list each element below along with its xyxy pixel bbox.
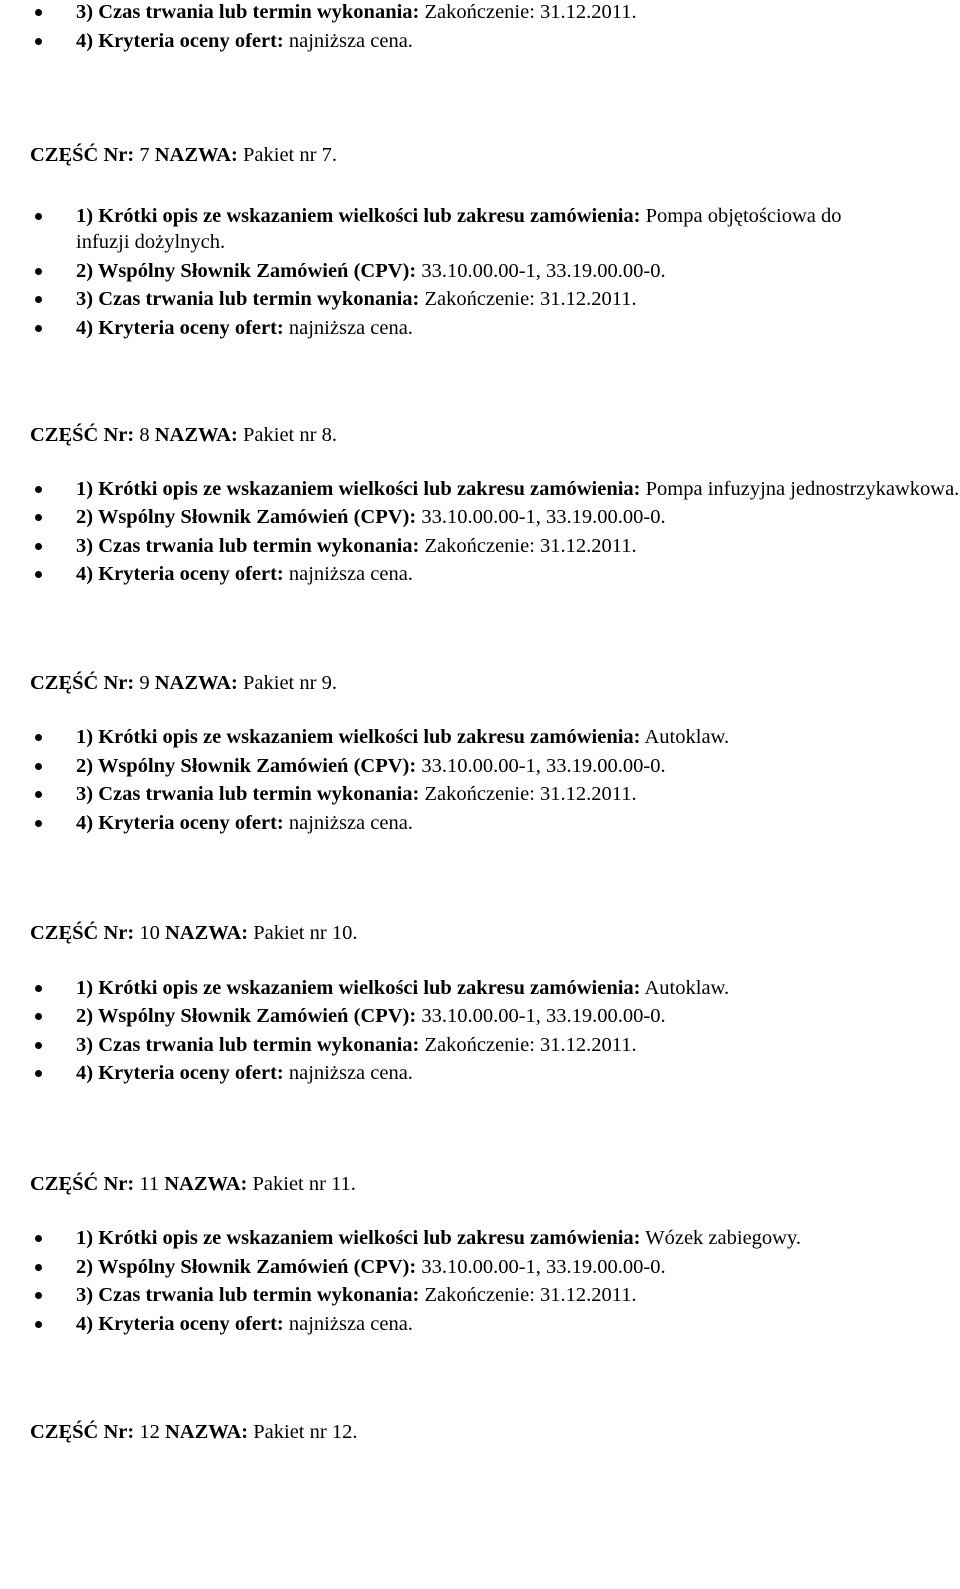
item-label: 3) Czas trwania lub termin wykonania: <box>76 288 420 310</box>
item-label: 1) Krótki opis ze wskazaniem wielkości lub zakresu zamówienia: <box>76 726 641 748</box>
part-items-list <box>0 724 880 836</box>
part-items-list <box>0 203 880 342</box>
bullet-icon <box>35 486 42 493</box>
list-item <box>0 0 880 26</box>
list-item <box>0 1254 880 1281</box>
item-label: 4) Kryteria oceny ofert: <box>76 563 284 585</box>
list-item <box>0 286 880 313</box>
item-value: 33.10.00.00-1, 33.19.00.00-0. <box>421 259 666 282</box>
bullet-icon <box>35 1235 42 1242</box>
bullet-icon <box>35 268 42 275</box>
item-value: Pompa objętościowa do infuzji dożylnych. <box>76 204 842 253</box>
item-value: najniższa cena. <box>288 1312 413 1335</box>
item-label: 2) Wspólny Słownik Zamówień (CPV): <box>76 259 417 282</box>
item-label: 3) Czas trwania lub termin wykonania: <box>76 1033 420 1056</box>
item-label: 2) Wspólny Słownik Zamówień (CPV): <box>76 754 417 777</box>
bullet-icon <box>35 38 42 45</box>
list-item <box>0 476 960 503</box>
list-item <box>0 1060 880 1087</box>
part-heading: CZĘŚĆ Nr: 7 NAZWA: Pakiet nr 7. <box>30 144 337 166</box>
bullet-icon <box>35 734 42 741</box>
item-label: 1) Krótki opis ze wskazaniem wielkości lub zakresu zamówienia: <box>76 204 641 227</box>
item-value: Zakończenie: 31.12.2011. <box>424 1284 637 1306</box>
item-value: Zakończenie: 31.12.2011. <box>424 783 637 805</box>
bullet-icon <box>35 514 42 521</box>
list-item <box>0 315 880 342</box>
bullet-icon <box>35 296 42 303</box>
part-block <box>0 1337 960 1446</box>
item-value: Zakończenie: 31.12.2011. <box>424 534 637 557</box>
item-value: Autoklaw. <box>644 726 730 748</box>
item-value: najniższa cena. <box>288 563 413 585</box>
part-block <box>0 1087 960 1338</box>
item-label: 4) Kryteria oceny ofert: <box>76 316 284 339</box>
item-value: Wózek zabiegowy. <box>645 1227 802 1249</box>
bullet-icon <box>35 1042 42 1049</box>
list-item <box>0 781 880 808</box>
list-item <box>0 975 880 1002</box>
part-name: Pakiet nr 7. <box>243 144 337 166</box>
list-item <box>0 203 856 256</box>
part-heading: CZĘŚĆ Nr: 9 NAZWA: Pakiet nr 9. <box>30 671 337 694</box>
item-value: 33.10.00.00-1, 33.19.00.00-0. <box>421 754 666 777</box>
list-item <box>0 724 880 751</box>
bullet-icon <box>35 1292 42 1299</box>
bullet-icon <box>35 571 42 578</box>
bullet-icon <box>35 1070 42 1077</box>
item-value: Zakończenie: 31.12.2011. <box>424 288 637 310</box>
item-value: 33.10.00.00-1, 33.19.00.00-0. <box>421 1255 666 1278</box>
part-name: Pakiet nr 8. <box>243 424 337 446</box>
list-item <box>0 533 880 560</box>
part-items-list <box>0 476 960 588</box>
bullet-icon <box>35 9 42 16</box>
part-heading: CZĘŚĆ Nr: 10 NAZWA: Pakiet nr 10. <box>30 922 358 944</box>
item-label: 2) Wspólny Słownik Zamówień (CPV): <box>76 1255 417 1278</box>
part-number: 7 <box>139 144 150 166</box>
part-items-list <box>0 975 880 1087</box>
item-value: Autoklaw. <box>644 976 730 999</box>
list-item <box>0 1225 856 1252</box>
item-label: 1) Krótki opis ze wskazaniem wielkości lub zakresu zamówienia: <box>76 976 641 999</box>
part-heading: CZĘŚĆ Nr: 11 NAZWA: Pakiet nr 11. <box>30 1172 356 1195</box>
list-item <box>0 258 880 285</box>
item-label: 3) Czas trwania lub termin wykonania: <box>76 1 420 23</box>
part-name: Pakiet nr 12. <box>253 1421 358 1443</box>
item-value: najniższa cena. <box>288 29 413 52</box>
bullet-icon <box>35 325 42 332</box>
item-value: najniższa cena. <box>288 811 413 834</box>
bullet-icon <box>35 1013 42 1020</box>
bullet-icon <box>35 543 42 550</box>
list-item <box>0 504 880 531</box>
item-value: Pompa infuzyjna jednostrzykawkowa. <box>645 477 960 500</box>
item-label: 4) Kryteria oceny ofert: <box>76 811 284 834</box>
part-number: 9 <box>139 671 150 694</box>
part-block <box>0 341 960 588</box>
bullet-icon <box>35 1264 42 1271</box>
part-block <box>0 836 960 1087</box>
item-label: 3) Czas trwania lub termin wykonania: <box>76 783 420 805</box>
list-item <box>0 1003 880 1030</box>
bullet-icon <box>35 791 42 798</box>
bullet-icon <box>35 213 42 220</box>
list-item <box>0 561 880 588</box>
item-label: 1) Krótki opis ze wskazaniem wielkości lub zakresu zamówienia: <box>76 477 641 500</box>
item-value: Zakończenie: 31.12.2011. <box>424 1033 637 1056</box>
part-block <box>0 54 960 341</box>
list-item <box>0 1032 880 1059</box>
bullet-icon <box>35 1321 42 1328</box>
item-value: 33.10.00.00-1, 33.19.00.00-0. <box>421 1005 666 1027</box>
item-label: 2) Wspólny Słownik Zamówień (CPV): <box>76 1005 417 1027</box>
list-item <box>0 1311 880 1338</box>
item-label: 3) Czas trwania lub termin wykonania: <box>76 534 420 557</box>
part-number: 10 <box>139 922 160 944</box>
item-label: 4) Kryteria oceny ofert: <box>76 1312 284 1335</box>
item-value: 33.10.00.00-1, 33.19.00.00-0. <box>421 506 666 528</box>
item-label: 4) Kryteria oceny ofert: <box>76 1062 284 1084</box>
bullet-icon <box>35 820 42 827</box>
part-number: 12 <box>139 1421 160 1443</box>
part-number: 8 <box>139 424 150 446</box>
list-item <box>0 753 880 780</box>
intro-list <box>0 0 880 54</box>
list-item <box>0 28 880 55</box>
bullet-icon <box>35 985 42 992</box>
part-block <box>0 588 960 837</box>
part-number: 11 <box>139 1172 160 1195</box>
list-item <box>0 1282 880 1309</box>
part-name: Pakiet nr 9. <box>243 671 337 694</box>
item-value: najniższa cena. <box>288 316 413 339</box>
item-label: 4) Kryteria oceny ofert: <box>76 29 284 52</box>
part-heading: CZĘŚĆ Nr: 8 NAZWA: Pakiet nr 8. <box>30 424 337 446</box>
part-name: Pakiet nr 11. <box>252 1172 356 1195</box>
bullet-icon <box>35 763 42 770</box>
part-name: Pakiet nr 10. <box>253 922 358 944</box>
item-value: Zakończenie: 31.12.2011. <box>424 1 637 23</box>
item-label: 2) Wspólny Słownik Zamówień (CPV): <box>76 506 417 528</box>
part-heading: CZĘŚĆ Nr: 12 NAZWA: Pakiet nr 12. <box>30 1421 358 1443</box>
item-label: 1) Krótki opis ze wskazaniem wielkości lub zakresu zamówienia: <box>76 1227 641 1249</box>
item-value: najniższa cena. <box>288 1062 413 1084</box>
part-items-list <box>0 1225 880 1337</box>
item-label: 3) Czas trwania lub termin wykonania: <box>76 1284 420 1306</box>
list-item <box>0 810 880 837</box>
